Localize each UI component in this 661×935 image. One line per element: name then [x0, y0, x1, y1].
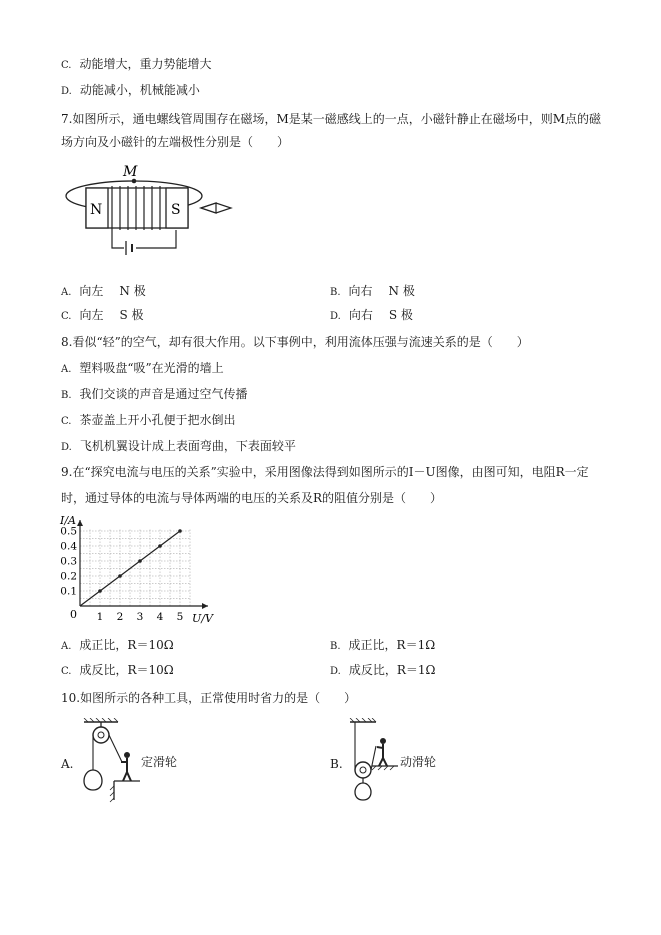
question-number: 10.: [61, 691, 81, 705]
option-label: B.: [61, 390, 72, 401]
pulley-wheel-icon: [93, 727, 109, 743]
movable-pulley-wheel-icon: [355, 762, 371, 778]
option-text: 向右: [348, 308, 373, 322]
option-text: 飞机机翼设计成上表面弯曲，下表面较平: [79, 439, 296, 453]
person-head-icon: [380, 738, 386, 744]
option-label: A.: [61, 641, 72, 652]
compass-needle-left-half: [201, 203, 216, 213]
option-text: 我们交谈的声音是通过空气传播: [79, 387, 248, 401]
option-label: A.: [61, 364, 72, 375]
q10-stem: [61, 690, 356, 706]
q7-option-d[interactable]: [330, 307, 413, 325]
option-label: C.: [61, 311, 72, 322]
movable-pulley-figure[interactable]: [346, 718, 406, 804]
y-tick-label: 0.4: [60, 540, 77, 553]
solenoid-figure: [60, 160, 240, 272]
pole-s-label: S: [171, 202, 181, 218]
q7-option-a[interactable]: [61, 283, 146, 301]
q7-stem-line2: 场方向及小磁针的左端极性分别是（ ）: [61, 135, 290, 149]
question-text: 如图所示的各种工具，正常使用时省力的是（ ）: [80, 691, 357, 705]
person-body-icon: [377, 744, 387, 766]
origin-label: 0: [70, 608, 77, 621]
data-point: [118, 574, 122, 578]
option-text: 成反比，R＝10Ω: [79, 663, 174, 677]
weight-icon: [84, 770, 102, 790]
option-text: 成正比，R＝1Ω: [348, 638, 436, 652]
x-tick-label: 2: [116, 611, 124, 623]
y-axis-label: I/A: [60, 514, 76, 527]
q8-option-d[interactable]: [61, 438, 296, 456]
option-text: 塑料吸盘“吸”在光滑的墙上: [79, 361, 224, 375]
q7-option-b[interactable]: [330, 283, 415, 301]
circuit-wire: [112, 230, 176, 248]
y-axis-arrow-icon: [77, 520, 83, 526]
q9-option-b[interactable]: [330, 637, 435, 655]
option-pole: S 极: [388, 308, 413, 322]
option-text: 茶壶盖上开小孔便于把水倒出: [79, 413, 236, 427]
option-text: 向右: [348, 284, 373, 298]
option-label: D.: [330, 666, 341, 677]
pole-n-label: N: [90, 202, 103, 218]
question-text: 如图所示，通电螺线管周围存在磁场，M是某一磁感线上的一点，小磁针静止在磁场中，则M点的磁: [72, 112, 602, 126]
q9-option-c[interactable]: [61, 662, 174, 680]
q10-option-a-label[interactable]: A.: [61, 757, 74, 771]
q10-option-b-caption: 动滑轮: [400, 755, 437, 769]
data-point: [178, 529, 182, 533]
q8-option-a[interactable]: [61, 360, 224, 378]
person-head-icon: [124, 752, 130, 758]
option-text: 动能减小，机械能减小: [79, 83, 200, 97]
option-label: A.: [61, 287, 72, 298]
option-text: 成反比，R＝1Ω: [348, 663, 436, 677]
question-text: 在“探究电流与电压的关系”实验中，采用图像法得到如图所示的I－U图像，由图可知，电阻R一定: [72, 465, 589, 479]
option-label: D.: [61, 442, 72, 453]
q9-stem-line1: [61, 464, 589, 480]
x-tick-label: 4: [156, 611, 164, 623]
question-number: 7.: [61, 112, 73, 126]
x-tick-label: 1: [96, 611, 104, 623]
option-pole: N 极: [388, 284, 415, 298]
option-label: B.: [330, 287, 341, 298]
y-tick-label: 0.1: [60, 585, 77, 598]
q8-option-b[interactable]: [61, 386, 248, 404]
point-m-label: M: [123, 164, 138, 180]
option-label: C.: [61, 666, 72, 677]
fixed-pulley-figure[interactable]: [80, 718, 150, 804]
person-body-icon: [121, 758, 131, 781]
q7-stem-line1: [61, 111, 601, 127]
option-text: 向左: [79, 308, 104, 322]
y-tick-label: 0.2: [60, 570, 77, 583]
q8-stem: [61, 334, 529, 350]
y-tick-label: 0.3: [60, 555, 77, 568]
q8-option-c[interactable]: [61, 412, 236, 430]
q10-option-b-label[interactable]: B.: [330, 757, 343, 771]
iu-graph: [58, 514, 228, 626]
weight-icon: [355, 783, 371, 800]
option-pole: N 极: [119, 284, 146, 298]
q6-option-c[interactable]: [61, 56, 212, 74]
question-text: 看似“轻”的空气，却有很大作用。以下事例中，利用流体压强与流速关系的是（ ）: [72, 335, 529, 349]
q9-stem-line2: 时，通过导体的电流与导体两端的电压的关系及R的阻值分别是（ ）: [61, 491, 443, 505]
x-tick-label: 5: [176, 611, 184, 623]
q10-option-a-caption: 定滑轮: [141, 755, 178, 769]
x-axis-arrow-icon: [202, 603, 208, 609]
option-text: 成正比，R＝10Ω: [79, 638, 174, 652]
option-text: 向左: [79, 284, 104, 298]
q6-option-d[interactable]: [61, 82, 200, 100]
option-label: C.: [61, 416, 72, 427]
x-tick-label: 3: [136, 611, 144, 623]
x-axis-label: U/V: [192, 612, 213, 625]
option-text: 动能增大，重力势能增大: [79, 57, 212, 71]
option-label: B.: [330, 641, 341, 652]
data-point: [98, 589, 102, 593]
q9-option-d[interactable]: [330, 662, 435, 680]
q9-option-a[interactable]: [61, 637, 174, 655]
data-point: [138, 559, 142, 563]
option-label: D.: [330, 311, 341, 322]
option-label: C.: [61, 60, 72, 71]
y-tick-label: 0.5: [60, 525, 77, 538]
option-pole: S 极: [119, 308, 144, 322]
rope-right: [109, 735, 122, 762]
data-point: [158, 544, 162, 548]
question-number: 8.: [61, 335, 73, 349]
option-label: D.: [61, 86, 72, 97]
question-number: 9.: [61, 465, 73, 479]
q7-option-c[interactable]: [61, 307, 144, 325]
